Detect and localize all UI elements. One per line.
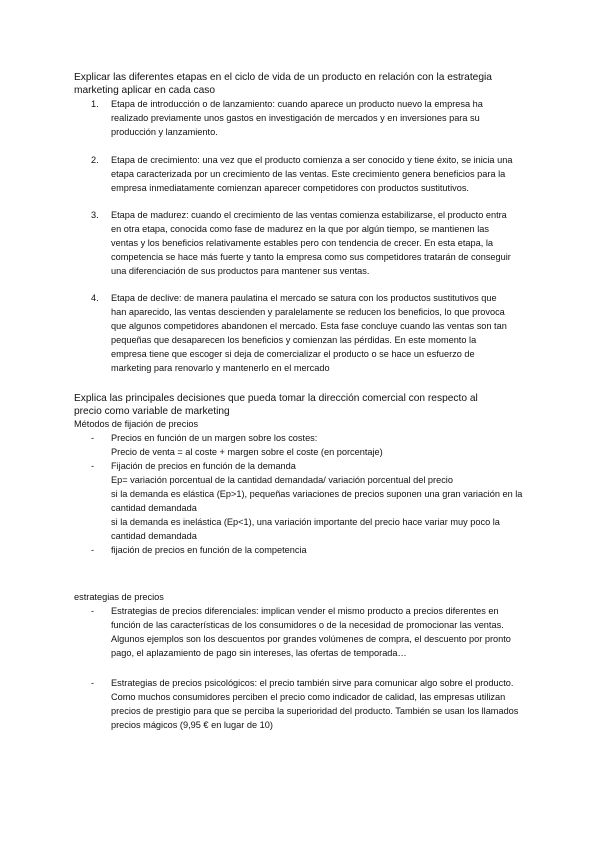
stage-text: Etapa de introducción o de lanzamiento: cuando aparece un producto nuevo la empresa ha realizado previamente unos gastos en investigación de mercados y en inversiones para su producción y lanzamiento. [111, 99, 483, 137]
stage-number: 1. [91, 99, 99, 109]
method-item [74, 431, 524, 459]
method-item [74, 543, 524, 557]
stage-item [74, 153, 514, 195]
method-line: si la demanda es inelástica (Ep<1), una variación importante del precio hace variar muy poco la cantidad demandada [111, 517, 500, 541]
strategy-text: Estrategias de precios diferenciales: implican vender el mismo producto a precios diferentes en función de las características de los consumidores o de la necesidad de promocionar las ventas. Algunos ejemplos son los descuentos por grandes volúmenes de compra, el descuento por pronto pago, el aplazamiento de pago sin intereses, las ofertas de temporada… [111, 606, 511, 658]
stage-text: Etapa de declive: de manera paulatina el mercado se satura con los productos sustitutivos que han aparecido, las ventas descienden y paralelamente se reducen los beneficios, lo que provoca que algunos competidores abandonen el mercado. Esta fase concluye cuando las ventas son tan pequeñas que desaparecen los beneficios y comienzan las pérdidas. En este momento la empresa tiene que escoger si deja de comercializar el producto o se hace un esfuerzo de marketing para renovarlo y mantenerlo en el mercado [111, 293, 507, 373]
question-2-heading [74, 392, 534, 418]
stage-text: Etapa de madurez: cuando el crecimiento de las ventas comienza estabilizarse, el producto entra en otra etapa, conocida como fase de madurez en la que por algún tiempo, se mantienen las ventas y los beneficios relativamente estables pero con tendencia de crecer. En esta etapa, la competencia se hace más fuerte y tanto la empresa como sus competidores tratarán de conseguir una diferenciación de sus productos para mantener sus ventas. [111, 210, 511, 276]
method-line: Precio de venta = al coste + margen sobre el coste (en porcentaje) [111, 447, 383, 457]
strategies-heading: estrategias de precios [74, 592, 164, 602]
stage-number: 4. [91, 293, 99, 303]
question-1-line: marketing aplicar en cada caso [74, 85, 216, 96]
stage-item [74, 208, 514, 278]
stage-number: 2. [91, 155, 99, 165]
method-line: Ep= variación porcentual de la cantidad demandada/ variación porcentual del precio [111, 475, 453, 485]
method-item [74, 459, 524, 543]
stage-number: 3. [91, 210, 99, 220]
method-line: Precios en función de un margen sobre los costes: [111, 433, 318, 443]
bullet-dash-icon: - [91, 545, 95, 555]
question-1-line: Explicar las diferentes etapas en el ciclo de vida de un producto en relación con la estrategia [74, 72, 492, 83]
method-line: si la demanda es elástica (Ep>1), pequeñas variaciones de precios suponen una gran variación en la cantidad demandada [111, 489, 523, 513]
stage-item [74, 291, 514, 375]
strategy-item [74, 676, 524, 732]
stage-item [74, 97, 514, 139]
pricing-strategies-list [74, 604, 524, 732]
strategy-item [74, 604, 524, 660]
method-line: Fijación de precios en función de la demanda [111, 461, 296, 471]
bullet-dash-icon: - [91, 606, 95, 616]
life-cycle-stage-list [74, 97, 514, 375]
strategy-text: Estrategias de precios psicológicos: el precio también sirve para comunicar algo sobre el producto. Como muchos consumidores perciben el precio como indicador de calidad, las empresas utilizan precios de prestigio para que se perciba la superioridad del producto. También se usan los llamados precios mágicos (9,95 € en lugar de 10) [111, 678, 519, 730]
methods-heading: Métodos de fijación de precios [74, 419, 199, 429]
bullet-dash-icon: - [91, 678, 95, 688]
question-2-line: Explica las principales decisiones que pueda tomar la dirección comercial con respecto al [74, 393, 478, 404]
bullet-dash-icon: - [91, 461, 95, 471]
question-1-heading [74, 71, 534, 97]
bullet-dash-icon: - [91, 433, 95, 443]
question-2-line: precio como variable de marketing [74, 406, 230, 417]
method-line: fijación de precios en función de la competencia [111, 545, 307, 555]
stage-text: Etapa de crecimiento: una vez que el producto comienza a ser conocido y tiene éxito, se inicia una etapa caracterizada por un crecimiento de las ventas. Este crecimiento genera beneficios para la empresa inmediatamente comienzan aparecer competidores con productos sustitutivos. [111, 155, 513, 193]
pricing-methods-list [74, 431, 524, 557]
